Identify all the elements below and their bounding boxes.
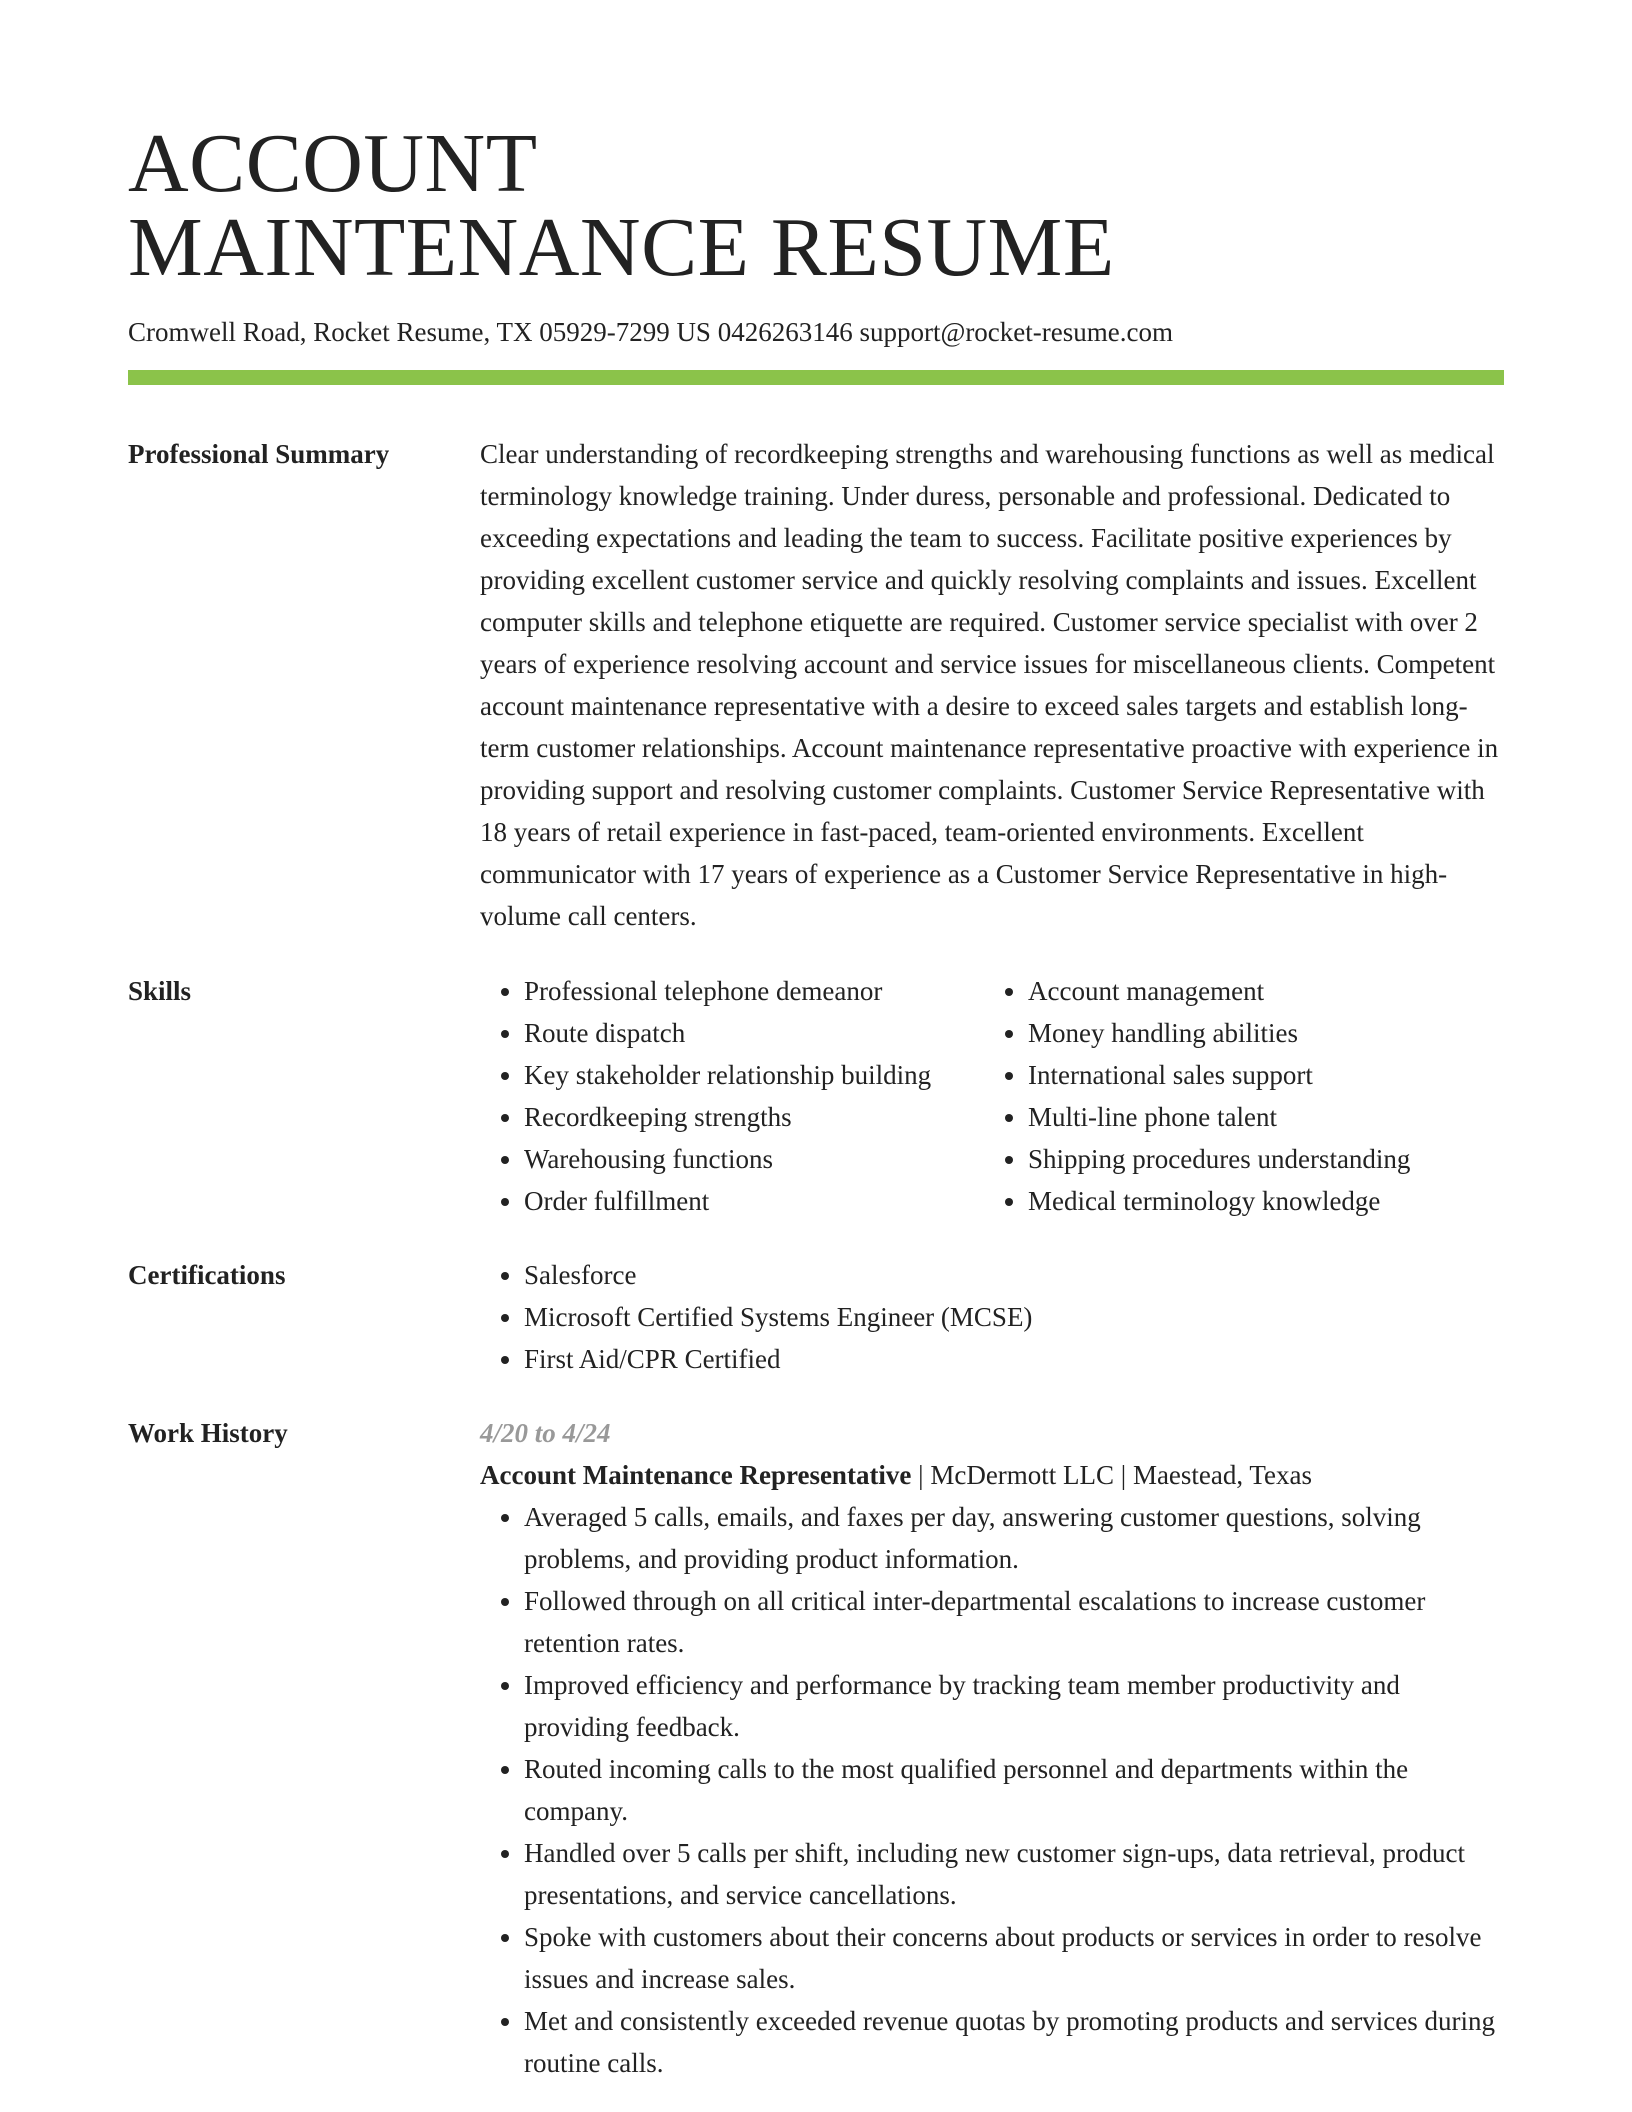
section-body-skills [480, 970, 1504, 1222]
skill-item: • Warehousing functions [524, 1138, 984, 1180]
skill-item: • International sales support [1028, 1054, 1488, 1096]
section-label-summary: Professional Summary [128, 439, 390, 469]
responsibility-item: • Handled over 5 calls per shift, including new customer sign-ups, data retrieval, product presentations, and service cancellations. [524, 1832, 1504, 1916]
skill-item: • Money handling abilities [1028, 1012, 1488, 1054]
skill-item: • Order fulfillment [524, 1180, 984, 1222]
section-body-summary [480, 433, 1504, 937]
resume-page [128, 0, 1504, 2112]
section-label-work-history: Work History [128, 1418, 288, 1448]
section-label-certifications: Certifications [128, 1260, 286, 1290]
skills-list-left [480, 970, 984, 1222]
certification-item: • Microsoft Certified Systems Engineer (MCSE) [524, 1296, 1504, 1338]
summary-text: Clear understanding of recordkeeping strengths and warehousing functions as well as medical terminology knowledge training. Under duress, personable and professional. Dedicated to exceeding expectations and leading the team to success. Facilitate positive experiences by providing excellent customer service and quickly resolving complaints and issues. Excellent computer skills and telephone etiquette are required. Customer service specialist with over 2 years of experience resolving account and service issues for miscellaneous clients. Competent account maintenance representative with a desire to exceed sales targets and establish long-term customer relationships. Account maintenance representative proactive with experience in providing support and resolving customer complaints. Customer Service Representative with 18 years of retail experience in fast-paced, team-oriented environments. Excellent communicator with 17 years of experience as a Customer Service Representative in high-volume call centers. [480, 439, 1499, 931]
skill-item: • Professional telephone demeanor [524, 970, 984, 1012]
responsibility-item: • Followed through on all critical inter-departmental escalations to increase customer retention rates. [524, 1580, 1504, 1664]
responsibility-item: • Averaged 5 calls, emails, and faxes per day, answering customer questions, solving problems, and providing product information. [524, 1496, 1504, 1580]
resume-title-line-2: MAINTENANCE RESUME [128, 201, 1115, 294]
section-body-certifications [480, 1254, 1504, 1380]
job-employer-location: | McDermott LLC | Maestead, Texas [911, 1460, 1312, 1490]
job-dates: 4/20 to 4/24 [480, 1418, 611, 1448]
certification-item: • First Aid/CPR Certified [524, 1338, 1504, 1380]
skill-item: • Recordkeeping strengths [524, 1096, 984, 1138]
job-title: Account Maintenance Representative [480, 1460, 912, 1490]
contact-info: Cromwell Road, Rocket Resume, TX 05929-7299 US 0426263146 support@rocket-resume.com [128, 317, 1173, 347]
responsibility-item: • Met and consistently exceeded revenue quotas by promoting products and services during routine calls. [524, 2000, 1504, 2084]
accent-divider [128, 370, 1504, 385]
skill-item: • Medical terminology knowledge [1028, 1180, 1488, 1222]
skill-item: • Key stakeholder relationship building [524, 1054, 984, 1096]
section-label-skills: Skills [128, 976, 192, 1006]
resume-title-line-1: ACCOUNT [128, 117, 538, 210]
skill-item: • Multi-line phone talent [1028, 1096, 1488, 1138]
skills-column-left [480, 970, 984, 1222]
responsibility-item: • Spoke with customers about their concerns about products or services in order to resolve issues and increase sales. [524, 1916, 1504, 2000]
skills-column-right [984, 970, 1488, 1222]
job-responsibilities [480, 1496, 1504, 2084]
section-body-work-history [480, 1412, 1504, 2084]
skill-item: • Account management [1028, 970, 1488, 1012]
certifications-list [480, 1254, 1504, 1380]
skills-list-right [984, 970, 1488, 1222]
responsibility-item: • Improved efficiency and performance by tracking team member productivity and providing feedback. [524, 1664, 1504, 1748]
job-heading [480, 1454, 1504, 1496]
resume-title [128, 117, 1115, 294]
responsibility-item: • Routed incoming calls to the most qualified personnel and departments within the company. [524, 1748, 1504, 1832]
certification-item: • Salesforce [524, 1254, 1504, 1296]
job-entry [480, 1412, 1504, 2084]
skill-item: • Route dispatch [524, 1012, 984, 1054]
skills-columns [480, 970, 1504, 1222]
skill-item: • Shipping procedures understanding [1028, 1138, 1488, 1180]
